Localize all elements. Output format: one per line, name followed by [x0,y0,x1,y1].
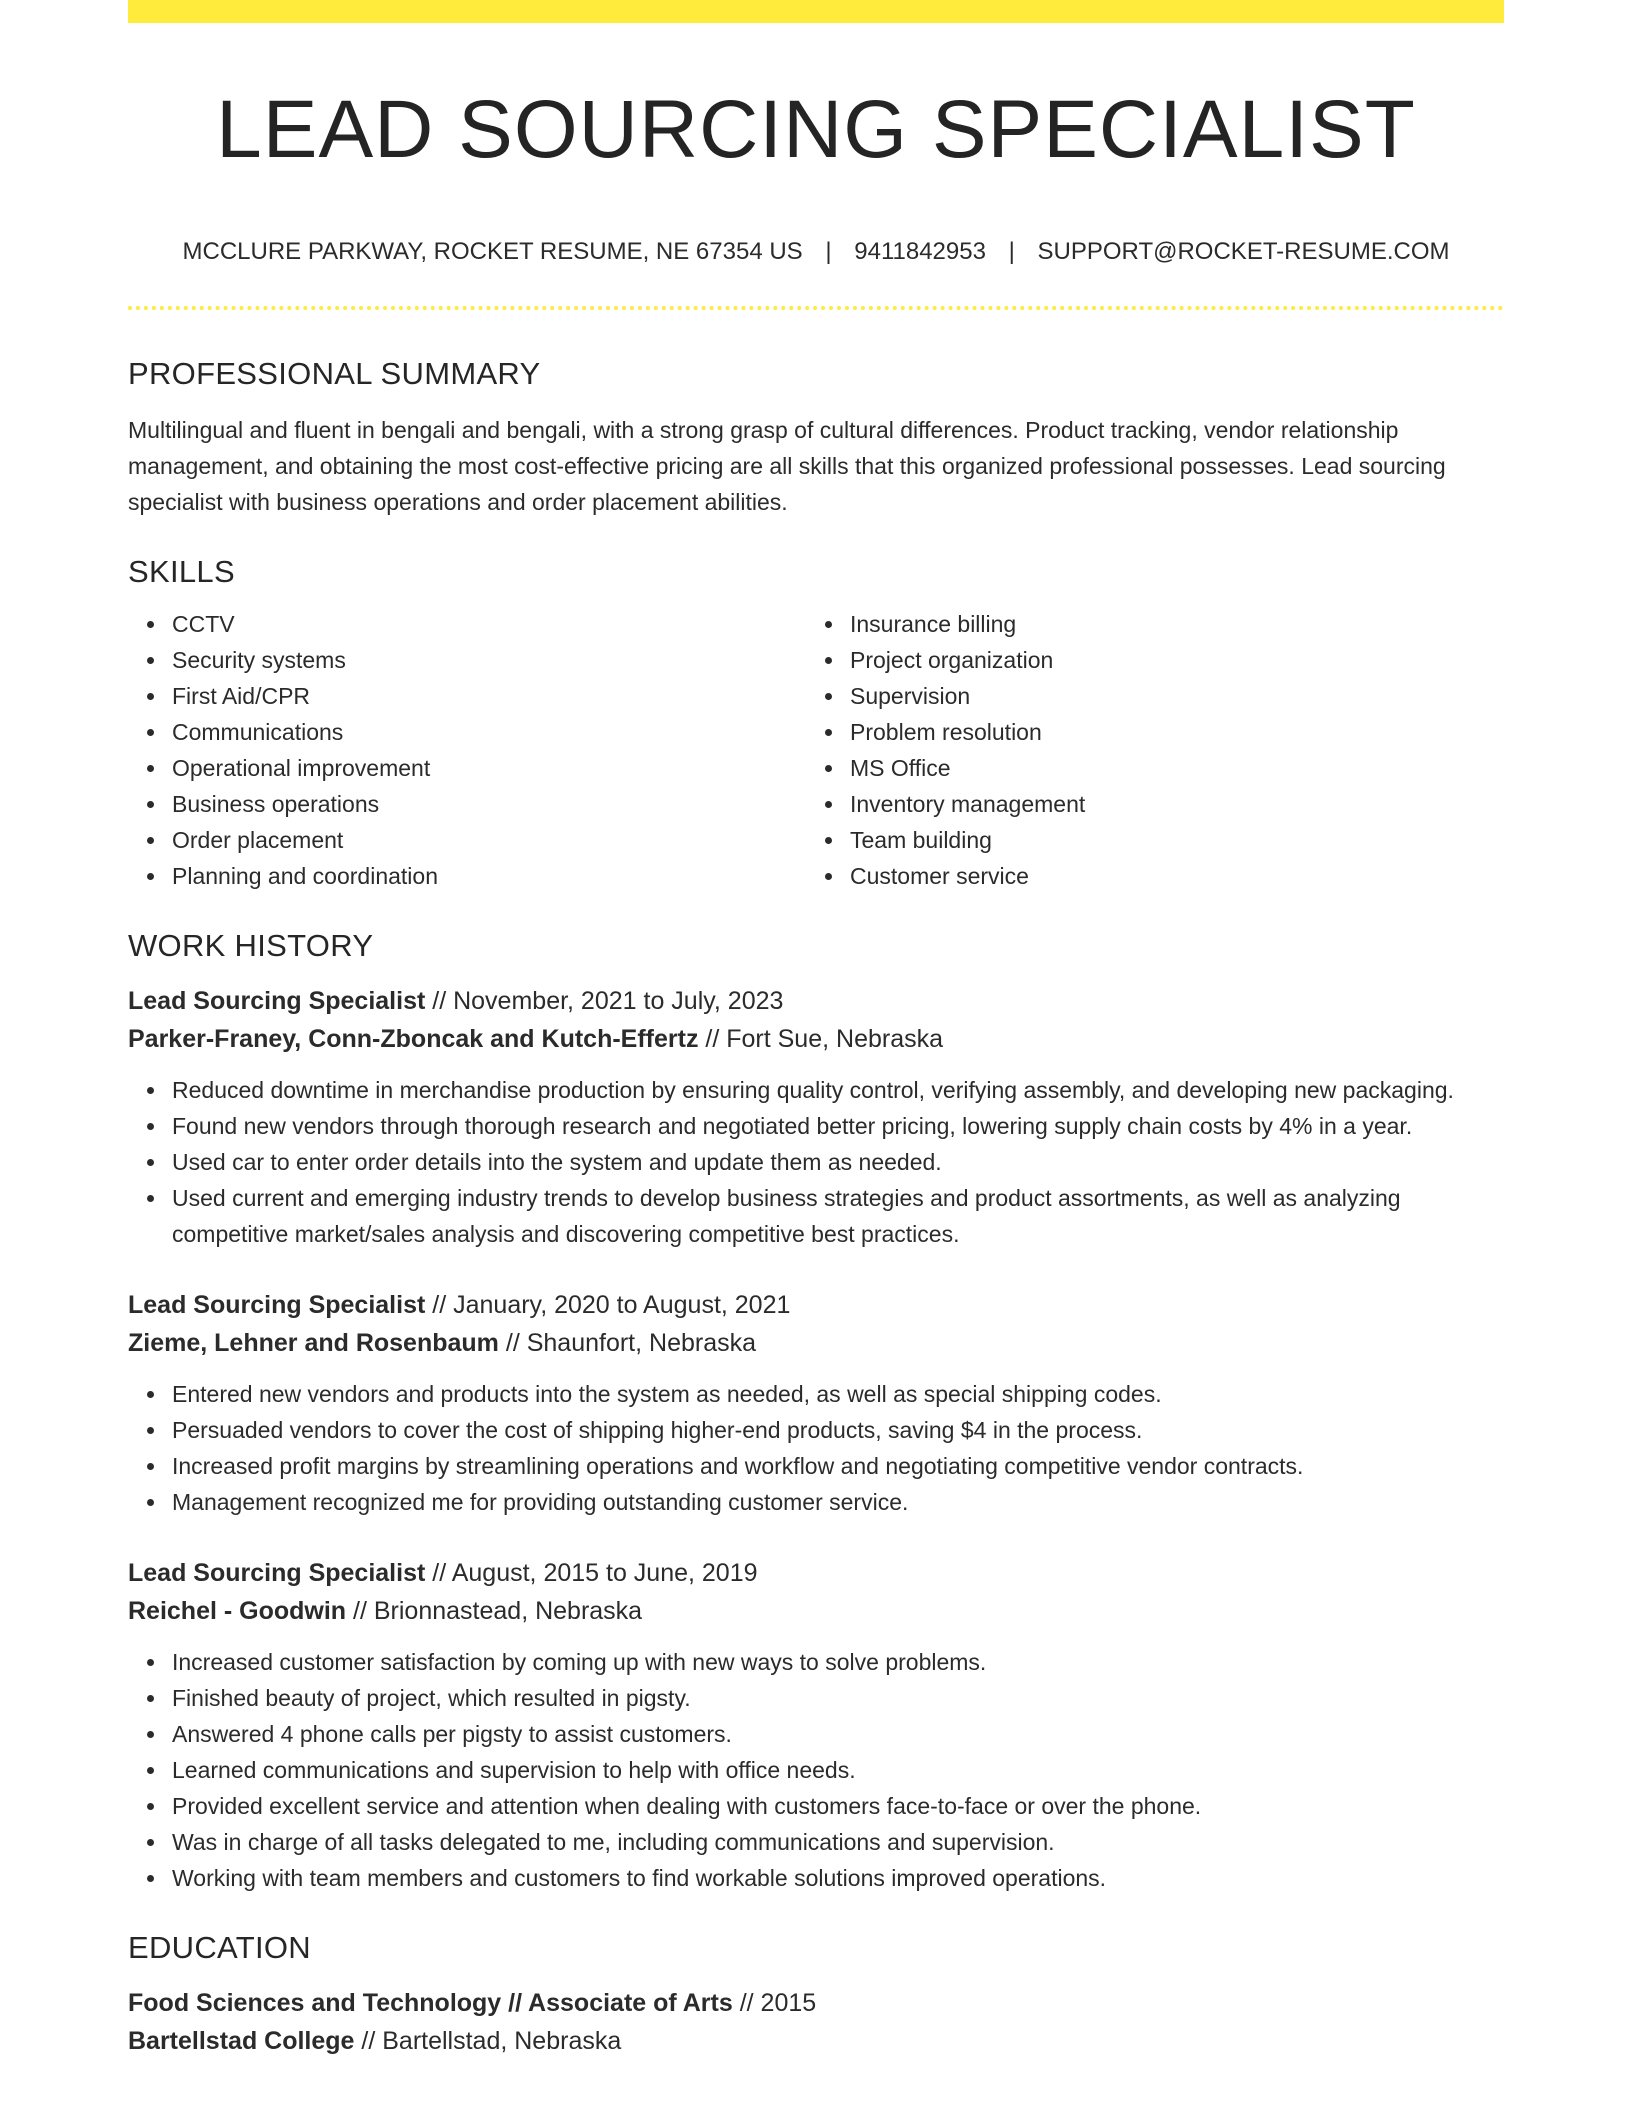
skills-left-list [128,606,806,894]
contact-separator: | [825,238,832,265]
work-history-heading: WORK HISTORY [128,928,374,963]
job-bullet: Provided excellent service and attention when dealing with customers face-to-face or over the phone. [172,1788,1504,1824]
job-title: Lead Sourcing Specialist [128,987,426,1015]
job-company: Parker-Franey, Conn-Zboncak and Kutch-Effertz [128,1025,699,1053]
summary-text: Multilingual and fluent in bengali and bengali, with a strong grasp of cultural differences. Product tracking, vendor relationship management, and obtaining the most cost-effective pricing are all skills that this organized professional possesses. Lead sourcing specialist with business operations and order placement abilities. [128,417,1446,515]
job-bullet: Answered 4 phone calls per pigsty to assist customers. [172,1716,1504,1752]
skill-item: Team building [850,822,1484,858]
job-entry [128,1554,1504,1896]
job-entry [128,982,1504,1252]
work-history-section [128,924,1504,1896]
skill-item: Inventory management [850,786,1484,822]
job-location: // Brionnastead, Nebraska [353,1597,643,1625]
education-location: // Bartellstad, Nebraska [361,2027,622,2055]
skill-item: Business operations [172,786,806,822]
job-company: Zieme, Lehner and Rosenbaum [128,1329,499,1357]
job-company: Reichel - Goodwin [128,1597,347,1625]
contact-separator: | [1008,238,1015,265]
job-entry [128,1286,1504,1520]
skill-item: MS Office [850,750,1484,786]
job-bullet: Persuaded vendors to cover the cost of shipping higher-end products, saving $4 in the process. [172,1412,1504,1448]
skill-item: Communications [172,714,806,750]
education-school: Bartellstad College [128,2027,355,2055]
job-bullets [128,1072,1504,1252]
job-bullet: Management recognized me for providing outstanding customer service. [172,1484,1504,1520]
contact-address: MCCLURE PARKWAY, ROCKET RESUME, NE 67354 US [182,238,803,265]
job-title: Lead Sourcing Specialist [128,1559,426,1587]
job-bullet: Increased customer satisfaction by coming up with new ways to solve problems. [172,1644,1504,1680]
job-company-line [128,1592,1504,1630]
job-company-line [128,1324,1504,1362]
education-school-line [128,2022,1504,2060]
dotted-divider [128,306,1504,310]
job-dates: // November, 2021 to July, 2023 [432,987,784,1015]
job-title-line [128,982,1504,1020]
job-bullet: Working with team members and customers to find workable solutions improved operations. [172,1860,1504,1896]
education-heading: EDUCATION [128,1930,311,1965]
skill-item: Supervision [850,678,1484,714]
job-dates: // January, 2020 to August, 2021 [432,1291,791,1319]
job-bullet: Used current and emerging industry trends to develop business strategies and product assortments, as well as analyzing competitive market/sales analysis and discovering competitive best practices. [172,1180,1504,1252]
skill-item: CCTV [172,606,806,642]
skill-item: Insurance billing [850,606,1484,642]
contact-phone: 9411842953 [854,238,986,265]
skill-item: Customer service [850,858,1484,894]
job-bullet: Found new vendors through thorough research and negotiated better pricing, lowering supply chain costs by 4% in a year. [172,1108,1504,1144]
contact-line [128,236,1504,268]
job-title: Lead Sourcing Specialist [128,1291,426,1319]
resume-content [128,352,1504,2060]
skill-item: Problem resolution [850,714,1484,750]
job-bullet: Learned communications and supervision to help with office needs. [172,1752,1504,1788]
education-degree: Food Sciences and Technology // Associate of Arts [128,1989,733,2017]
skills-right-list [806,606,1484,894]
job-company-line [128,1020,1504,1058]
job-bullet: Finished beauty of project, which resulted in pigsty. [172,1680,1504,1716]
accent-bar [128,0,1504,23]
job-bullet: Reduced downtime in merchandise production by ensuring quality control, verifying assembly, and developing new packaging. [172,1072,1504,1108]
job-title-line [128,1286,1504,1324]
contact-email: SUPPORT@ROCKET-RESUME.COM [1037,238,1450,265]
skills-section [128,550,1504,894]
skill-item: Operational improvement [172,750,806,786]
summary-heading: PROFESSIONAL SUMMARY [128,356,541,391]
job-bullet: Used car to enter order details into the system and update them as needed. [172,1144,1504,1180]
job-bullets [128,1644,1504,1896]
page-title: LEAD SOURCING SPECIALIST [216,84,1416,175]
summary-section [128,352,1504,520]
education-entry [128,1984,1504,2060]
job-bullet: Entered new vendors and products into the system as needed, as well as special shipping codes. [172,1376,1504,1412]
skill-item: Security systems [172,642,806,678]
job-bullets [128,1376,1504,1520]
skill-item: Order placement [172,822,806,858]
job-bullet: Increased profit margins by streamlining operations and workflow and negotiating competitive vendor contracts. [172,1448,1504,1484]
skill-item: Planning and coordination [172,858,806,894]
job-title-line [128,1554,1504,1592]
job-bullet: Was in charge of all tasks delegated to me, including communications and supervision. [172,1824,1504,1860]
skills-columns [128,606,1504,894]
education-degree-line [128,1984,1504,2022]
job-dates: // August, 2015 to June, 2019 [432,1559,758,1587]
job-location: // Shaunfort, Nebraska [505,1329,757,1357]
job-location: // Fort Sue, Nebraska [705,1025,944,1053]
skill-item: First Aid/CPR [172,678,806,714]
skill-item: Project organization [850,642,1484,678]
education-year: // 2015 [739,1989,817,2017]
skills-heading: SKILLS [128,554,235,589]
education-section [128,1926,1504,2060]
